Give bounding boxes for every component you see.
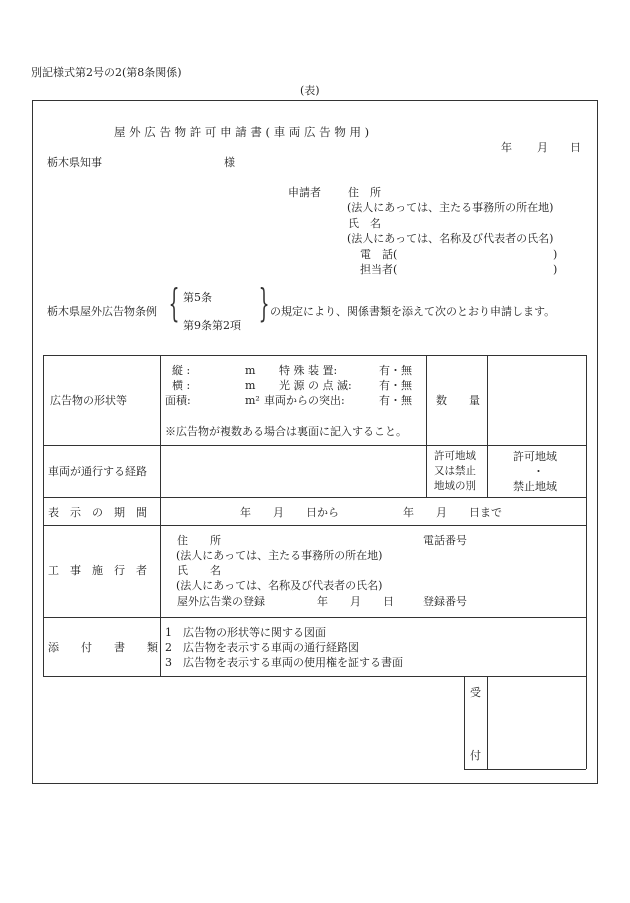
addressee-honorific: 様 (224, 156, 235, 169)
protrusion-value: 有・無 (379, 394, 412, 407)
width-label: 横 : (172, 379, 191, 392)
attachment-item: 2 広告物を表示する車両の通行経路図 (165, 641, 359, 654)
height-unit: m (245, 364, 256, 377)
light-blink-value: 有・無 (379, 379, 412, 392)
light-blink-label: 光 源 の 点 滅: (279, 379, 352, 392)
receipt-top: 受 (470, 686, 481, 699)
attachments-label: 添 付 書 類 (48, 641, 158, 654)
zone-value-permit: 許可地域 (513, 450, 557, 463)
registration-label: 屋外広告業の登録 (177, 595, 265, 608)
height-label: 縦 : (172, 364, 191, 377)
applicant-address-label: 住 所 (348, 186, 381, 199)
attachment-item: 1 広告物の形状等に関する図面 (165, 626, 326, 639)
applicant-phone-close: ) (553, 248, 558, 261)
applicant-address-note: (法人にあっては、主たる事務所の所在地) (347, 201, 554, 214)
multi-note: ※広告物が複数ある場合は裏面に記入すること。 (165, 425, 407, 438)
contractor-name: 氏 名 (177, 564, 221, 577)
contractor-phone: 電話番号 (423, 534, 467, 547)
zone-label-1: 許可地域 (434, 450, 476, 462)
period-from: 年 月 日から (240, 506, 339, 519)
applicant-phone-label: 電 話( (360, 248, 398, 261)
zone-value-prohibit: 禁止地域 (513, 480, 557, 493)
date-year: 年 (501, 141, 512, 154)
applicant-contact-label: 担当者( (360, 263, 398, 276)
contractor-label: 工 事 施 行 者 (48, 564, 147, 577)
table-line-3 (43, 497, 586, 498)
contractor-address: 住 所 (177, 534, 221, 547)
form-number: 別記様式第2号の2(第8条関係) (31, 66, 182, 79)
receipt-left-line (464, 676, 465, 769)
ordinance-name: 栃木県屋外広告物条例 (47, 305, 157, 318)
left-brace: { (168, 281, 180, 325)
attachment-item: 3 広告物を表示する車両の使用権を証する書面 (165, 656, 403, 669)
area-unit: m² (245, 394, 260, 407)
regulation-text: の規定により、関係書類を添えて次のとおり申請します。 (270, 305, 556, 318)
applicant-label: 申請者 (288, 186, 321, 199)
registration-number: 登録番号 (423, 595, 467, 608)
table-left-border (43, 355, 44, 676)
table-line-6 (43, 676, 586, 677)
special-device-label: 特 殊 装 置: (279, 364, 338, 377)
table-line-2 (43, 445, 586, 446)
form-title: 屋 外 広 告 物 許 可 申 請 書 ( 車 両 広 告 物 用 ) (114, 125, 370, 139)
applicant-name-note: (法人にあっては、名称及び代表者の氏名) (347, 232, 554, 245)
protrusion-label: 車両からの突出: (264, 394, 345, 407)
quantity-value-divider (487, 355, 488, 497)
quantity-divider (426, 355, 427, 497)
shape-label: 広告物の形状等 (50, 394, 127, 407)
zone-value-dot: ・ (533, 465, 544, 478)
applicant-contact-close: ) (553, 263, 558, 276)
receipt-inner-line (487, 676, 488, 769)
registration-date: 年 月 日 (317, 595, 394, 608)
special-device-value: 有・無 (379, 364, 412, 377)
quantity-label: 数 量 (436, 394, 480, 407)
applicant-name-label: 氏 名 (348, 217, 381, 230)
zone-label-3: 地域の別 (434, 480, 476, 492)
date-day: 日 (570, 141, 581, 154)
area-label: 面積: (165, 394, 191, 407)
period-to: 年 月 日まで (403, 506, 502, 519)
table-top-line (43, 355, 586, 356)
table-line-4 (43, 525, 586, 526)
right-brace: } (258, 281, 270, 325)
side-label: (表) (300, 84, 320, 97)
article-9-2: 第9条第2項 (183, 319, 241, 332)
addressee-name: 栃木県知事 (47, 156, 102, 169)
table-right-border (586, 355, 587, 769)
contractor-address-note: (法人にあっては、主たる事務所の所在地) (176, 549, 383, 562)
label-column-divider (160, 355, 161, 676)
receipt-bottom-line (464, 769, 586, 770)
article-5: 第5条 (183, 291, 212, 304)
width-unit: m (245, 379, 256, 392)
zone-label-2: 又は禁止 (434, 465, 476, 477)
route-label: 車両が通行する経路 (48, 465, 147, 478)
date-month: 月 (537, 141, 548, 154)
period-label: 表 示 の 期 間 (48, 506, 147, 519)
table-line-5 (43, 617, 586, 618)
receipt-bottom: 付 (470, 749, 481, 762)
contractor-name-note: (法人にあっては、名称及び代表者の氏名) (176, 579, 383, 592)
